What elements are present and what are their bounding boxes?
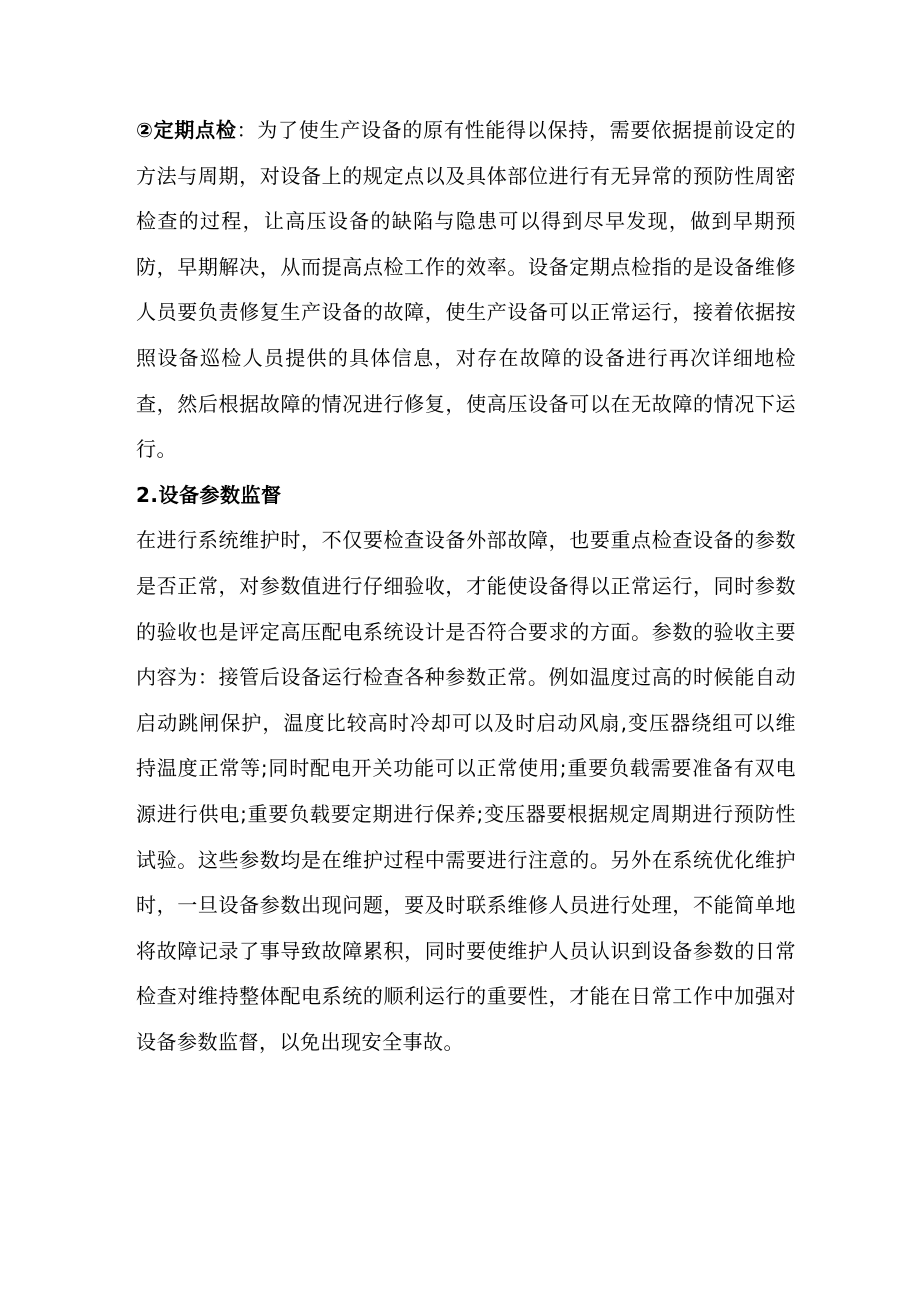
paragraph-periodic-inspection (136, 108, 796, 473)
paragraph-text: ：为了使生产设备的原有性能得以保持，需要依据提前设定的方法与周期，对设备上的规定点以及具体部位进行有无异常的预防性周密检查的过程，让高压设备的缺陷与隐患可以得到尽早发现，做到早期预防，早期解决，从而提高点检工作的效率。设备定期点检指的是设备维修人员要负责修复生产设备的故障，使生产设备可以正常运行，接着依据按照设备巡检人员提供的具体信息，对存在故障的设备进行再次详细地检查，然后根据故障的情况进行修复，使高压设备可以在无故障的情况下运行。 (136, 118, 797, 462)
section-heading: 2.设备参数监督 (136, 482, 282, 507)
paragraph-lead-term: ②定期点检 (136, 118, 237, 142)
paragraph-parameter-supervision: 在进行系统维护时，不仅要检查设备外部故障，也要重点检查设备的参数是否正常，对参数值进行仔细验收，才能使设备得以正常运行，同时参数的验收也是评定高压配电系统设计是否符合要求的方面。参数的验收主要内容为：接管后设备运行检查各种参数正常。例如温度过高的时候能自动启动跳闸保护，温度比较高时冷却可以及时启动风扇,变压器绕组可以维持温度正常等;同时配电开关功能可以正常使用;重要负载需要准备有双电源进行供电;重要负载要定期进行保养;变压器要根据规定周期进行预防性试验。这些参数均是在维护过程中需要进行注意的。另外在系统优化维护时，一旦设备参数出现问题，要及时联系维修人员进行处理，不能简单地将故障记录了事导致故障累积，同时要使维护人员认识到设备参数的日常检查对维持整体配电系统的顺利运行的重要性，才能在日常工作中加强对设备参数监督，以免出现安全事故。 (136, 528, 796, 1054)
document-body (136, 108, 796, 1065)
